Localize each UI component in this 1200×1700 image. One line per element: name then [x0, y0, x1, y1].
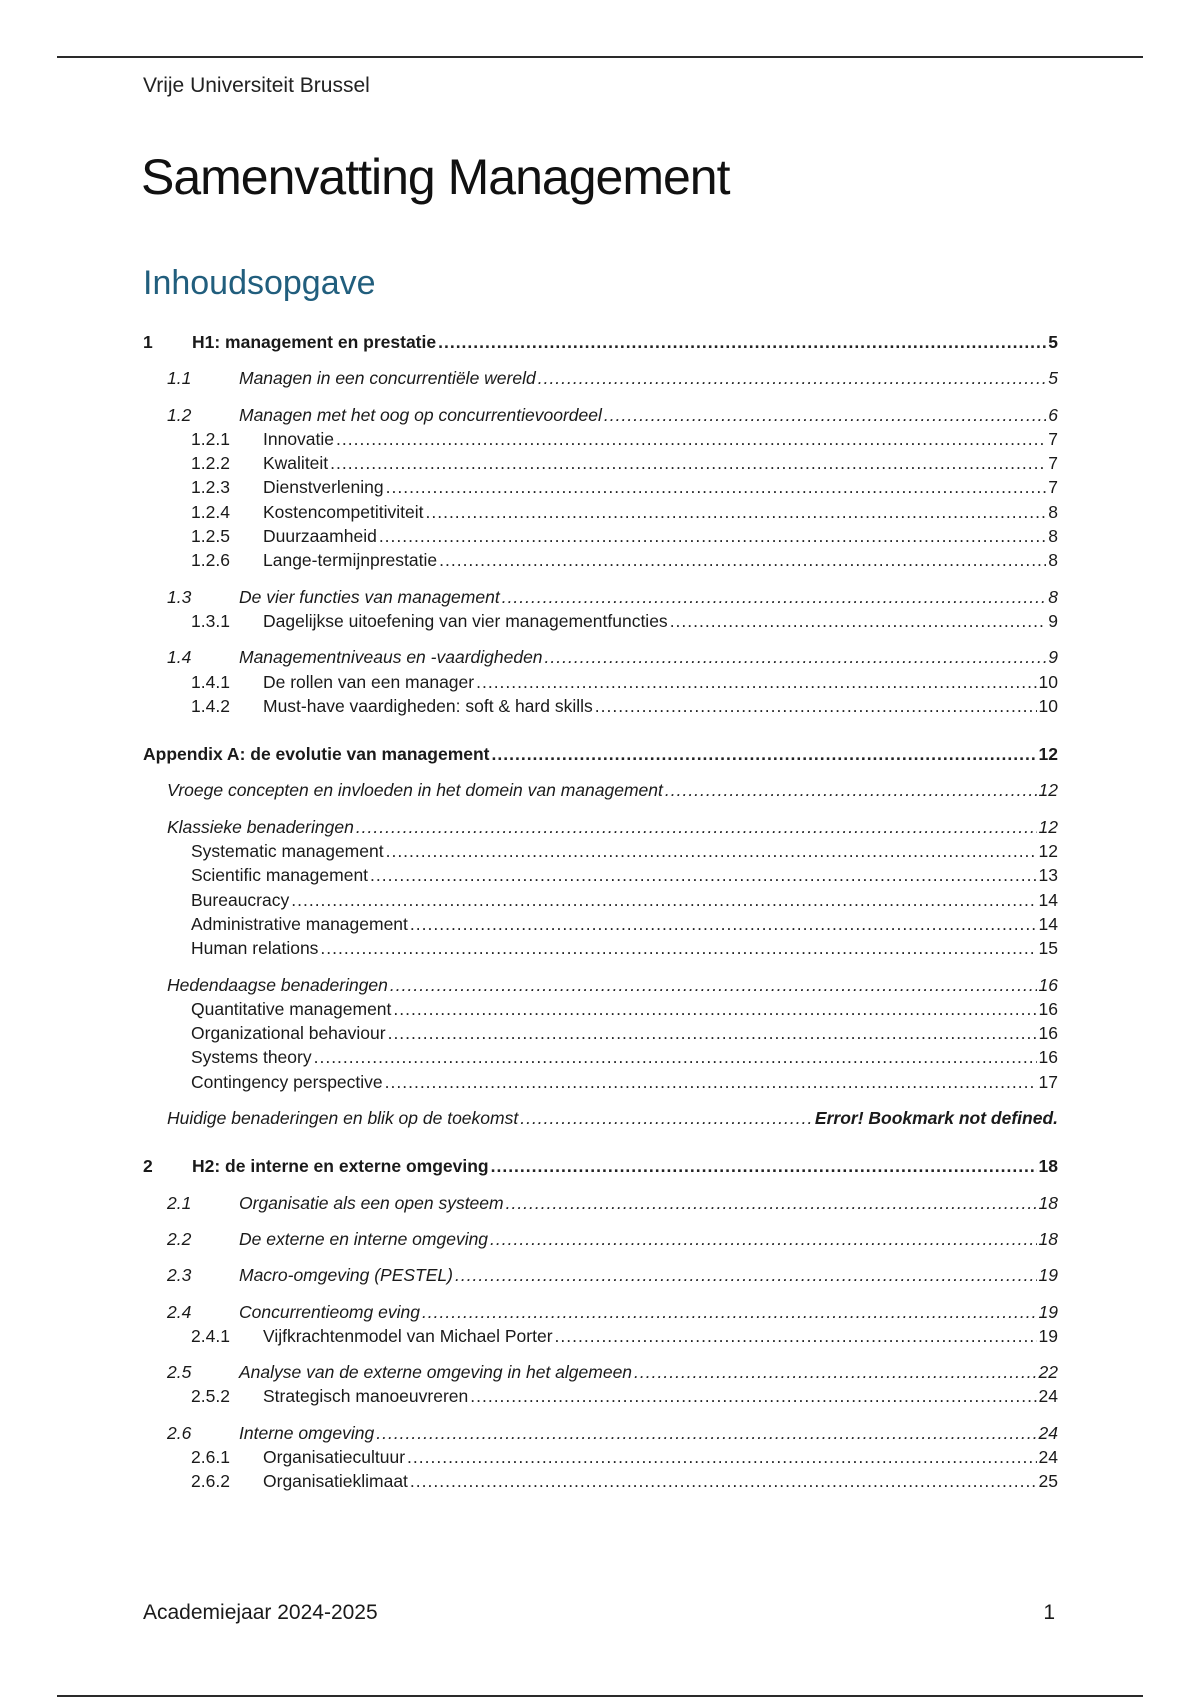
toc-entry-number: 1.2.6: [191, 550, 230, 571]
toc-entry-page: 8: [1048, 586, 1058, 607]
toc-entry-page: 17: [1038, 1071, 1058, 1092]
toc-leader-dots: [538, 366, 1047, 390]
toc-entry-page: 14: [1038, 889, 1058, 910]
toc-leader-dots: [555, 1324, 1037, 1348]
toc-entry-title: Organisatiecultuur: [263, 1446, 406, 1467]
toc-entry[interactable]: [143, 936, 1058, 960]
toc-entry-page: 19: [1038, 1301, 1058, 1322]
toc-entry-title: Dienstverlening: [263, 477, 384, 498]
toc-entry-title: Systems theory: [191, 1047, 312, 1068]
toc-entry[interactable]: [143, 548, 1058, 572]
toc-leader-dots: [634, 1360, 1036, 1384]
toc-entry-page: 5: [1048, 368, 1058, 389]
toc-entry-title: Scientific management: [191, 865, 369, 886]
toc-entry[interactable]: [143, 1154, 1058, 1178]
toc-leader-dots: [438, 330, 1046, 354]
toc-entry[interactable]: [143, 500, 1058, 524]
toc-entry[interactable]: [143, 1300, 1058, 1324]
toc-entry-number: 2: [143, 1156, 153, 1177]
toc-entry[interactable]: [143, 1360, 1058, 1384]
toc-entry[interactable]: [143, 863, 1058, 887]
toc-entry-title: De rollen van een manager: [263, 671, 475, 692]
toc-leader-dots: [336, 427, 1046, 451]
toc-leader-dots: [520, 1106, 813, 1130]
toc-leader-dots: [491, 1154, 1037, 1178]
toc-entry-number: 2.3: [167, 1265, 192, 1286]
toc-entry-title: Concurrentieomg eving: [239, 1301, 420, 1322]
toc-entry[interactable]: [143, 524, 1058, 548]
toc-entry-title: Interne omgeving: [239, 1422, 375, 1443]
toc-entry-title: Organisatie als een open systeem: [239, 1192, 504, 1213]
toc-entry-page: 24: [1038, 1386, 1058, 1407]
toc-entry-page: 12: [1038, 841, 1058, 862]
toc-leader-dots: [379, 524, 1046, 548]
toc-entry-title: Innovatie: [263, 428, 335, 449]
toc-entry-number: 2.1: [167, 1192, 192, 1213]
toc-entry-title: De externe en interne omgeving: [239, 1228, 489, 1249]
toc-entry-title: Klassieke benaderingen: [167, 816, 354, 837]
toc-entry[interactable]: [143, 475, 1058, 499]
toc-entry[interactable]: [143, 330, 1058, 354]
toc-leader-dots: [376, 1421, 1036, 1445]
toc-entry-page: 8: [1048, 501, 1058, 522]
toc-entry-title: Contingency perspective: [191, 1071, 383, 1092]
toc-leader-dots: [388, 1021, 1037, 1045]
toc-entry-page: 16: [1038, 1047, 1058, 1068]
page-number: 1: [1043, 1601, 1055, 1624]
toc-leader-dots: [476, 670, 1036, 694]
toc-entry-title: Lange-termijnprestatie: [263, 550, 438, 571]
toc-entry-title: Must-have vaardigheden: soft & hard skills: [263, 695, 593, 716]
toc-leader-dots: [670, 609, 1047, 633]
toc-entry-number: 2.6.2: [191, 1471, 230, 1492]
toc-entry-number: 2.5: [167, 1362, 192, 1383]
toc-entry[interactable]: [143, 1324, 1058, 1348]
toc-leader-dots: [320, 936, 1036, 960]
toc-leader-dots: [330, 451, 1046, 475]
toc-leader-dots: [545, 645, 1047, 669]
toc-entry[interactable]: [143, 1045, 1058, 1069]
toc-entry-page: 16: [1038, 974, 1058, 995]
toc-entry[interactable]: [143, 645, 1058, 669]
toc-entry-number: 2.2: [167, 1228, 192, 1249]
toc-leader-dots: [595, 694, 1037, 718]
toc-leader-dots: [492, 742, 1037, 766]
toc-entry-title: Macro-omgeving (PESTEL): [239, 1265, 453, 1286]
toc-entry-page: 9: [1048, 610, 1058, 631]
toc-entry-page: 7: [1048, 428, 1058, 449]
toc-entry-page: 18: [1038, 1228, 1058, 1249]
toc-leader-dots: [422, 1300, 1037, 1324]
toc-entry[interactable]: [143, 670, 1058, 694]
toc-entry-number: 1.3: [167, 586, 192, 607]
toc-entry-page: 16: [1038, 998, 1058, 1019]
toc-leader-dots: [370, 863, 1036, 887]
document-title: Samenvatting Management: [141, 149, 730, 205]
toc-entry-page: 25: [1038, 1471, 1058, 1492]
toc-entry-title: Analyse van de externe omgeving in het algemeen: [239, 1362, 633, 1383]
toc-entry-title: H2: de interne en externe omgeving: [192, 1156, 489, 1177]
toc-leader-dots: [386, 475, 1047, 499]
toc-leader-dots: [386, 839, 1037, 863]
toc-entry[interactable]: [143, 1469, 1058, 1493]
toc-leader-dots: [506, 1191, 1037, 1215]
toc-entry[interactable]: [143, 1021, 1058, 1045]
toc-entry[interactable]: [143, 778, 1058, 802]
toc-entry-title: Duurzaamheid: [263, 526, 377, 547]
header-rule: [57, 56, 1143, 58]
toc-entry-number: 1.2: [167, 404, 192, 425]
toc-entry-title: Vroege concepten en invloeden in het domein van management: [167, 780, 663, 801]
toc-leader-dots: [393, 997, 1036, 1021]
toc-entry-number: 1.4: [167, 647, 192, 668]
toc-entry-number: 1.2.3: [191, 477, 230, 498]
toc-leader-dots: [407, 1445, 1037, 1469]
toc-entry-number: 2.4: [167, 1301, 192, 1322]
toc-entry[interactable]: [143, 403, 1058, 427]
toc-entry[interactable]: [143, 839, 1058, 863]
toc-entry-page-error: Error! Bookmark not defined.: [814, 1108, 1058, 1129]
toc-entry[interactable]: [143, 1421, 1058, 1445]
toc-entry-title: Hedendaagse benaderingen: [167, 974, 388, 995]
toc-entry-page: 10: [1038, 695, 1058, 716]
toc-entry[interactable]: [143, 609, 1058, 633]
toc-entry-title: Managementniveaus en -vaardigheden: [239, 647, 543, 668]
toc-entry[interactable]: [143, 1070, 1058, 1094]
toc-entry[interactable]: [143, 585, 1058, 609]
toc-entry-number: 1.4.1: [191, 671, 230, 692]
toc-entry[interactable]: [143, 973, 1058, 997]
toc-entry-page: 8: [1048, 550, 1058, 571]
toc-leader-dots: [385, 1070, 1037, 1094]
toc-entry-number: 1.2.4: [191, 501, 230, 522]
toc-entry-page: 24: [1038, 1422, 1058, 1443]
toc-entry[interactable]: [143, 815, 1058, 839]
toc-entry-page: 14: [1038, 913, 1058, 934]
toc-entry[interactable]: [143, 742, 1058, 766]
toc-entry-page: 5: [1048, 332, 1058, 352]
toc-entry-page: 16: [1038, 1023, 1058, 1044]
toc-entry-title: Kwaliteit: [263, 453, 329, 474]
toc-entry-page: 7: [1048, 453, 1058, 474]
toc-entry-page: 13: [1038, 865, 1058, 886]
toc-entry[interactable]: [143, 912, 1058, 936]
toc-entry-page: 18: [1038, 1156, 1058, 1177]
toc-leader-dots: [439, 548, 1046, 572]
toc-leader-dots: [665, 778, 1037, 802]
toc-entry[interactable]: [143, 1445, 1058, 1469]
toc-entry[interactable]: [143, 888, 1058, 912]
toc-entry-page: 12: [1038, 816, 1058, 837]
toc-entry[interactable]: [143, 366, 1058, 390]
toc-entry-page: 9: [1048, 647, 1058, 668]
toc-entry[interactable]: [143, 1191, 1058, 1215]
table-of-contents: [143, 330, 1058, 1494]
toc-entry-title: Human relations: [191, 938, 319, 959]
toc-entry-title: De vier functies van management: [239, 586, 500, 607]
toc-entry-title: Administrative management: [191, 913, 408, 934]
toc-entry-page: 7: [1048, 477, 1058, 498]
toc-entry-number: 1.2.5: [191, 526, 230, 547]
toc-entry-title: Huidige benaderingen en blik op de toekomst: [167, 1108, 519, 1129]
toc-entry[interactable]: [143, 451, 1058, 475]
toc-entry-title: Dagelijkse uitoefening van vier managementfuncties: [263, 610, 668, 631]
toc-entry-number: 2.4.1: [191, 1325, 230, 1346]
toc-leader-dots: [356, 815, 1037, 839]
toc-leader-dots: [291, 888, 1036, 912]
toc-entry[interactable]: [143, 1106, 1058, 1130]
toc-entry-number: 1.2.1: [191, 428, 230, 449]
toc-entry-title: Organizational behaviour: [191, 1023, 386, 1044]
toc-entry-number: 1.2.2: [191, 453, 230, 474]
toc-entry-page: 8: [1048, 526, 1058, 547]
toc-entry-title: Quantitative management: [191, 998, 392, 1019]
toc-leader-dots: [410, 1469, 1037, 1493]
toc-entry-title: Managen in een concurrentiële wereld: [239, 368, 536, 389]
toc-entry-title: Strategisch manoeuvreren: [263, 1386, 469, 1407]
toc-entry-number: 1: [143, 332, 153, 352]
toc-entry[interactable]: [143, 1227, 1058, 1251]
toc-leader-dots: [410, 912, 1037, 936]
footer-rule: [57, 1695, 1143, 1697]
toc-entry-page: 19: [1038, 1325, 1058, 1346]
toc-entry-number: 2.6.1: [191, 1446, 230, 1467]
toc-entry-title: Bureaucracy: [191, 889, 290, 910]
toc-entry-page: 18: [1038, 1192, 1058, 1213]
toc-leader-dots: [390, 973, 1037, 997]
toc-entry-title: Managen met het oog op concurrentievoordeel: [239, 404, 602, 425]
academic-year: Academiejaar 2024-2025: [143, 1601, 378, 1624]
toc-entry-page: 24: [1038, 1446, 1058, 1467]
toc-entry-page: 22: [1038, 1362, 1058, 1383]
toc-entry-title: Appendix A: de evolutie van management: [143, 744, 490, 765]
institution-name: Vrije Universiteit Brussel: [143, 74, 370, 97]
toc-entry-number: 1.3.1: [191, 610, 230, 631]
toc-entry[interactable]: [143, 1384, 1058, 1408]
toc-leader-dots: [490, 1227, 1036, 1251]
toc-entry-number: 1.4.2: [191, 695, 230, 716]
toc-leader-dots: [426, 500, 1047, 524]
toc-entry[interactable]: [143, 1263, 1058, 1287]
toc-entry-title: Kostencompetitiviteit: [263, 501, 424, 522]
toc-entry[interactable]: [143, 427, 1058, 451]
toc-entry-title: Systematic management: [191, 841, 384, 862]
toc-entry-page: 19: [1038, 1265, 1058, 1286]
toc-entry-number: 2.5.2: [191, 1386, 230, 1407]
toc-leader-dots: [455, 1263, 1037, 1287]
toc-leader-dots: [502, 585, 1047, 609]
toc-entry-number: 1.1: [167, 368, 192, 389]
toc-entry-page: 10: [1038, 671, 1058, 692]
toc-entry-title: Vijfkrachtenmodel van Michael Porter: [263, 1325, 553, 1346]
toc-leader-dots: [604, 403, 1046, 427]
toc-entry-page: 12: [1038, 780, 1058, 801]
toc-entry-page: 12: [1038, 744, 1058, 765]
toc-leader-dots: [314, 1045, 1037, 1069]
toc-entry[interactable]: [143, 997, 1058, 1021]
toc-entry[interactable]: [143, 694, 1058, 718]
toc-heading: Inhoudsopgave: [143, 264, 376, 302]
toc-entry-title: Organisatieklimaat: [263, 1471, 408, 1492]
toc-leader-dots: [470, 1384, 1036, 1408]
toc-entry-page: 15: [1038, 938, 1058, 959]
toc-entry-number: 2.6: [167, 1422, 192, 1443]
toc-entry-page: 6: [1048, 404, 1058, 425]
toc-entry-title: H1: management en prestatie: [192, 332, 437, 352]
